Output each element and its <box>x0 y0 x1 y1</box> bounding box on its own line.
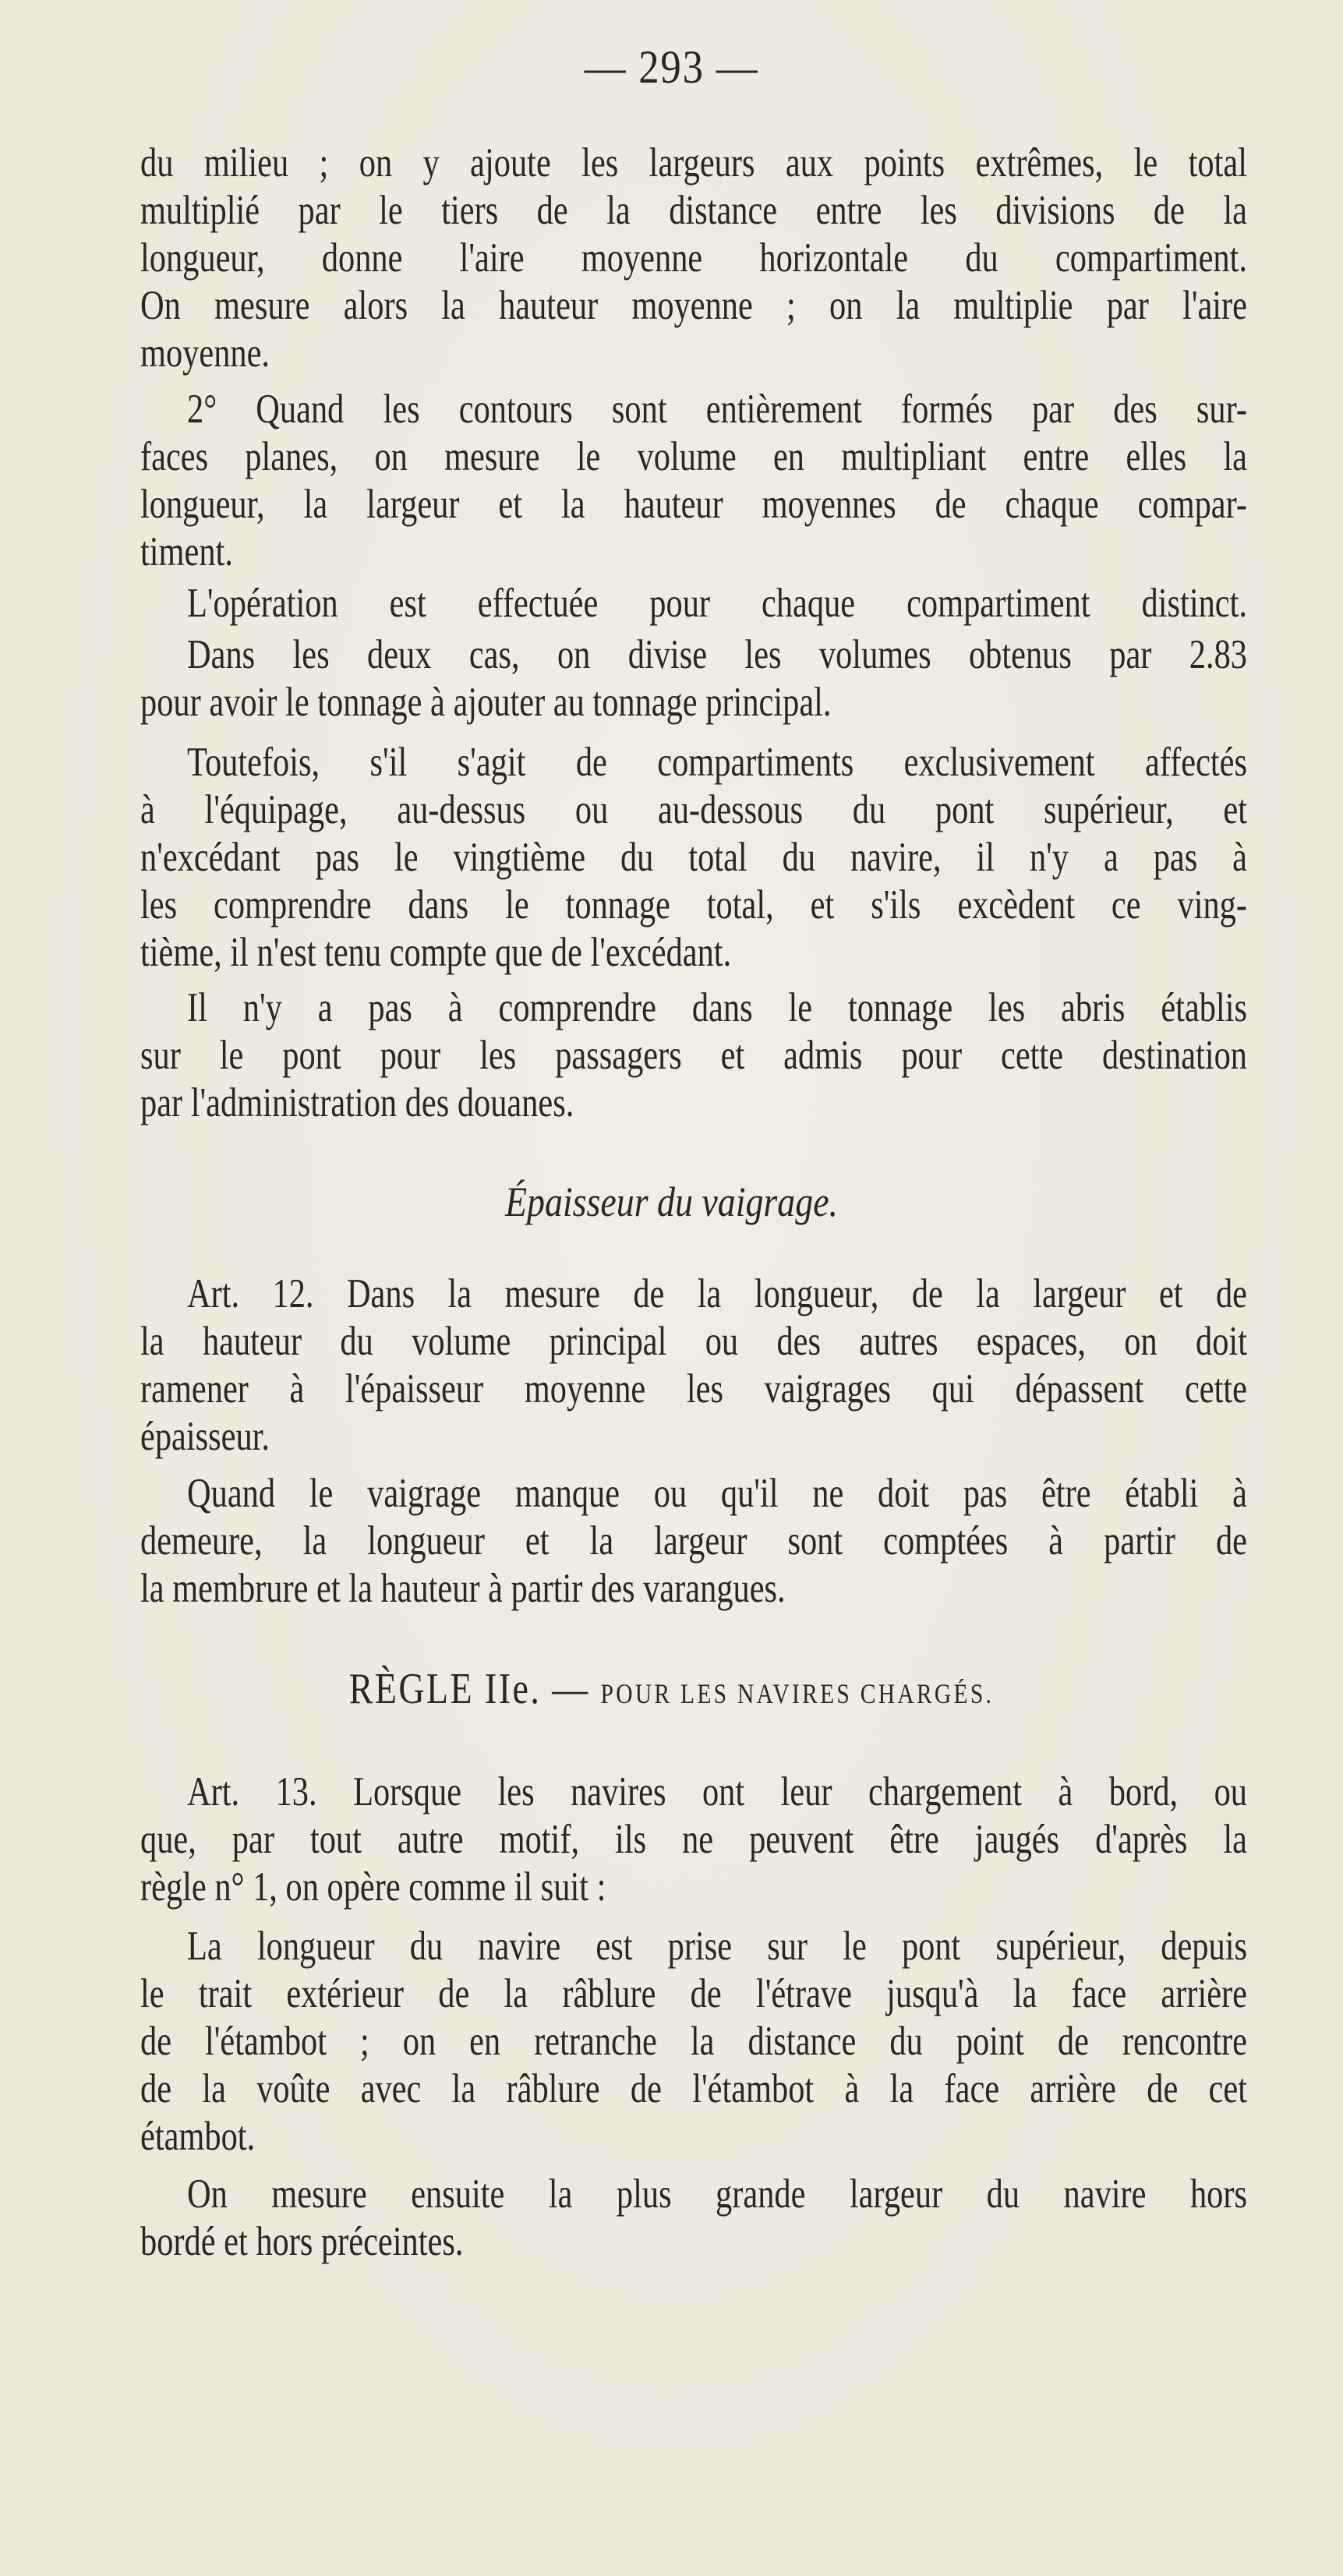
text-line: bordé et hors préceintes. <box>140 2219 464 2264</box>
text-line: Art. 13. Lorsque les navires ont leur chargement à bord, ou <box>187 1769 1247 1815</box>
text-line: Toutefois, s'il s'agit de compartiments exclusivement affectés <box>187 740 1247 785</box>
text-line: 2° Quand les contours sont entièrement formés par des sur- <box>187 387 1247 432</box>
text-line: Quand le vaigrage manque ou qu'il ne doit pas être établi à <box>187 1471 1247 1516</box>
text-line: à l'équipage, au-dessus ou au-dessous du pont supérieur, et <box>140 787 1247 832</box>
text-line: On mesure alors la hauteur moyenne ; on la multiplie par l'aire <box>140 283 1247 328</box>
text-line: règle n° 1, on opère comme il suit : <box>140 1864 606 1910</box>
text-line: du milieu ; on y ajoute les largeurs aux points extrêmes, le total <box>140 140 1247 186</box>
section-heading: Épaisseur du vaigrage. <box>504 1178 839 1225</box>
text-line: la membrure et la hauteur à partir des varangues. <box>140 1566 786 1611</box>
text-line: de la voûte avec la râblure de l'étambot à la face arrière de cet <box>140 2066 1247 2111</box>
text-line: Dans les deux cas, on divise les volumes obtenus par 2.83 <box>187 632 1247 677</box>
text-line: L'opération est effectuée pour chaque compartiment distinct. <box>187 581 1247 626</box>
page-number: — 293 — <box>584 41 759 93</box>
rule-title <box>121 1665 1222 1718</box>
text-line: de l'étambot ; on en retranche la distance du point de rencontre <box>140 2019 1247 2064</box>
text-line: longueur, donne l'aire moyenne horizontale du compartiment. <box>140 235 1247 281</box>
text-line: sur le pont pour les passagers et admis pour cette destination <box>140 1033 1247 1078</box>
rule-title-sub: POUR LES NAVIRES CHARGÉS. <box>600 1678 995 1709</box>
rule-title-main: RÈGLE IIe. — <box>348 1665 590 1713</box>
text-line: On mesure ensuite la plus grande largeur du navire hors <box>187 2171 1247 2217</box>
text-line: pour avoir le tonnage à ajouter au tonnage principal. <box>140 680 832 725</box>
text-line: n'excédant pas le vingtième du total du navire, il n'y a pas à <box>140 835 1247 880</box>
text-line: Art. 12. Dans la mesure de la longueur, de la largeur et de <box>187 1271 1247 1316</box>
text-line: étambot. <box>140 2114 256 2159</box>
text-line: épaisseur. <box>140 1414 270 1459</box>
text-line: La longueur du navire est prise sur le pont supérieur, depuis <box>187 1924 1247 1969</box>
text-line: longueur, la largeur et la hauteur moyennes de chaque compar- <box>140 482 1247 527</box>
text-line: demeure, la longueur et la largeur sont comptées à partir de <box>140 1518 1247 1564</box>
text-line: par l'administration des douanes. <box>140 1080 574 1125</box>
text-line: Il n'y a pas à comprendre dans le tonnage les abris établis <box>187 985 1247 1030</box>
text-line: ramener à l'épaisseur moyenne les vaigrages qui dépassent cette <box>140 1366 1247 1412</box>
text-line: faces planes, on mesure le volume en multipliant entre elles la <box>140 434 1247 479</box>
text-line: les comprendre dans le tonnage total, et s'ils excèdent ce ving- <box>140 882 1247 928</box>
text-line: timent. <box>140 529 233 574</box>
text-line: le trait extérieur de la râblure de l'étrave jusqu'à la face arrière <box>140 1971 1247 2016</box>
text-line: la hauteur du volume principal ou des autres espaces, on doit <box>140 1319 1247 1364</box>
text-line: tième, il n'est tenu compte que de l'excédant. <box>140 930 732 975</box>
text-line: moyenne. <box>140 330 270 376</box>
text-line: multiplié par le tiers de la distance entre les divisions de la <box>140 188 1247 233</box>
text-line: que, par tout autre motif, ils ne peuvent être jaugés d'après la <box>140 1817 1247 1862</box>
